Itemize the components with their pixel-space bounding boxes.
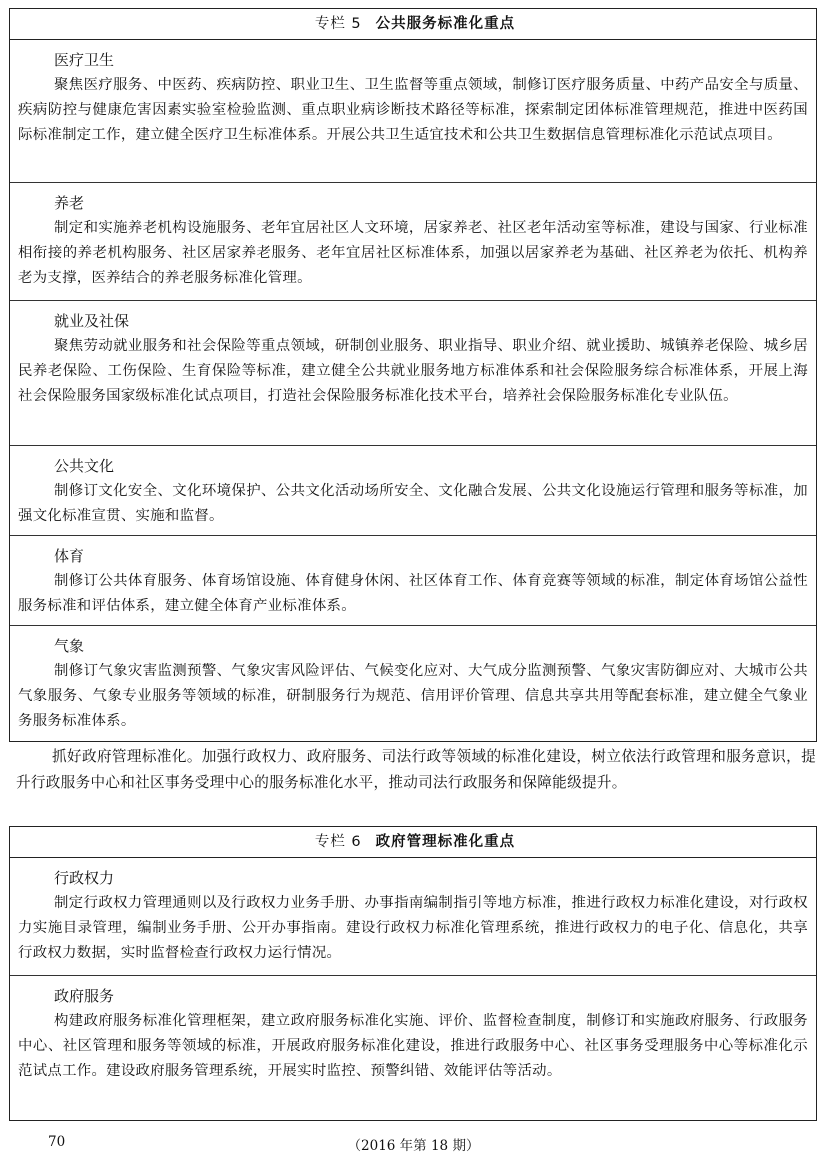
box5-title: 公共服务标准化重点 — [375, 16, 516, 32]
box6-section-admin-power — [10, 858, 816, 976]
section-body: 制修订文化安全、文化环境保护、公共文化活动场所安全、文化融合发展、公共文化设施运行管理和服务等标准，加强文化标准宣贯、实施和监督。 — [18, 483, 808, 524]
section-title: 行政权力 — [54, 869, 115, 887]
section-title: 养老 — [54, 194, 85, 212]
box5-section-sports — [10, 536, 816, 626]
section-title: 气象 — [54, 637, 85, 655]
section-body: 聚焦医疗服务、中医药、疾病防控、职业卫生、卫生监督等重点领域，制修订医疗服务质量、中药产品安全与质量、疾病防控与健康危害因素实验室检验监测、重点职业病诊断技术路径等标准，探索制定团体标准管理规范，推进中医药国际标准制定工作，建立健全医疗卫生标准体系。开展公共卫生适宜技术和公共卫生数据信息管理标准化示范试点项目。 — [18, 77, 808, 143]
section-body: 制修订公共体育服务、体育场馆设施、体育健身休闲、社区体育工作、体育竞赛等领域的标准，制定体育场馆公益性服务标准和评估体系，建立健全体育产业标准体系。 — [18, 573, 808, 614]
box5-table — [9, 8, 817, 742]
box6-label: 专栏 6 — [314, 834, 362, 850]
page-number: 70 — [48, 1134, 66, 1150]
box5-section-elderly-care — [10, 183, 816, 301]
box5-header — [10, 9, 816, 40]
box5-section-healthcare — [10, 40, 816, 183]
section-body: 制修订气象灾害监测预警、气象灾害风险评估、气候变化应对、大气成分监测预警、气象灾害防御应对、大城市公共气象服务、气象专业服务等领域的标准，研制服务行为规范、信用评价管理、信息共享共用等配套标准，建立健全气象业务服务标准体系。 — [18, 663, 808, 729]
section-body: 制定行政权力管理通则以及行政权力业务手册、办事指南编制指引等地方标准，推进行政权力标准化建设，对行政权力实施目录管理，编制业务手册、公开办事指南。建设行政权力标准化管理系统，推进行政权力的电子化、信息化，共享行政权力数据，实时监督检查行政权力运行情况。 — [18, 895, 808, 961]
section-title: 公共文化 — [54, 457, 115, 475]
box6-table — [9, 826, 817, 1121]
government-management-paragraph: 抓好政府管理标准化。加强行政权力、政府服务、司法行政等领域的标准化建设，树立依法行政管理和服务意识，提升行政服务中心和社区事务受理中心的服务标准化水平，推动司法行政服务和保障能级提升。 — [16, 748, 816, 791]
section-title: 就业及社保 — [54, 312, 130, 330]
box5-section-culture — [10, 446, 816, 536]
section-title: 医疗卫生 — [54, 51, 115, 69]
section-title: 政府服务 — [54, 987, 115, 1005]
section-body: 聚焦劳动就业服务和社会保险等重点领域，研制创业服务、职业指导、职业介绍、就业援助、城镇养老保险、城乡居民养老保险、工伤保险、生育保险等标准，建立健全公共就业服务地方标准体系和社会保险服务综合标准体系，开展上海社会保险服务国家级标准化试点项目，打造社会保险服务标准化技术平台，培养社会保险服务标准化专业队伍。 — [18, 338, 808, 404]
issue-label: （2016 年第 18 期） — [347, 1138, 480, 1154]
section-title: 体育 — [54, 547, 85, 565]
box6-header — [10, 827, 816, 858]
section-body: 构建政府服务标准化管理框架，建立政府服务标准化实施、评价、监督检查制度，制修订和实施政府服务、行政服务中心、社区管理和服务等领域的标准，开展政府服务标准化建设，推进行政服务中心、社区事务受理服务中心等标准化示范试点工作。建设政府服务管理系统，开展实时监控、预警纠错、效能评估等活动。 — [18, 1013, 808, 1079]
box6-section-gov-service — [10, 976, 816, 1118]
box6-title: 政府管理标准化重点 — [375, 834, 516, 850]
box5-section-employment — [10, 301, 816, 446]
box5-label: 专栏 5 — [314, 16, 362, 32]
box5-section-meteorology — [10, 626, 816, 741]
section-body: 制定和实施养老机构设施服务、老年宜居社区人文环境，居家养老、社区老年活动室等标准，建设与国家、行业标准相衔接的养老机构服务、社区居家养老服务、老年宜居社区标准体系，加强以居家养老为基础、社区养老为依托、机构养老为支撑，医养结合的养老服务标准化管理。 — [18, 220, 808, 286]
